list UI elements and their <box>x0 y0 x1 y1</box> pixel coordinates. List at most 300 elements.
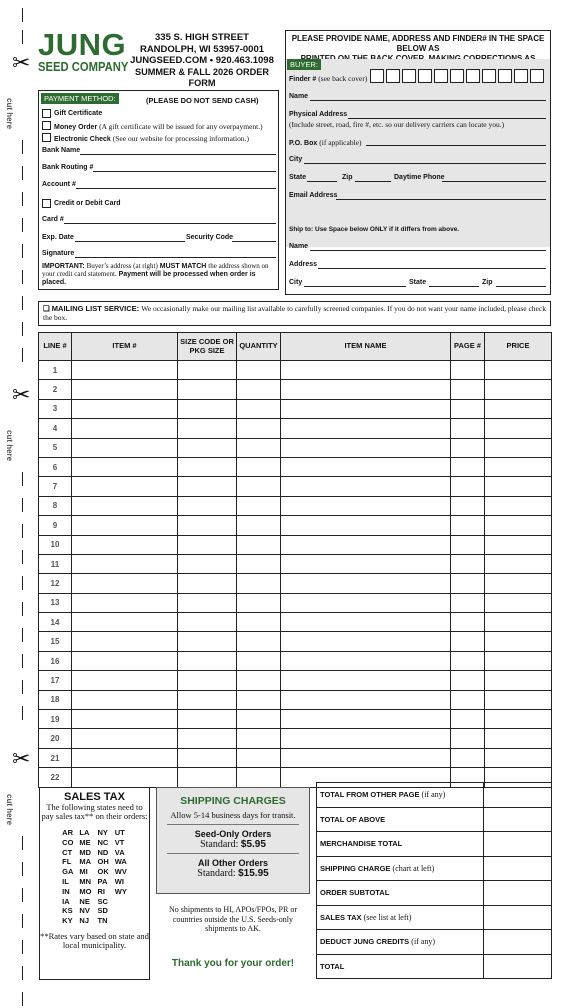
price-cell[interactable] <box>485 535 552 554</box>
item-number-cell[interactable] <box>72 613 178 632</box>
totals-body <box>317 783 552 979</box>
totals-amount-cell[interactable] <box>484 832 552 857</box>
city-line: RANDOLPH, WI 53957-0001 <box>139 43 265 55</box>
state-code: NY <box>97 828 108 837</box>
po-box-field[interactable] <box>366 145 546 146</box>
state-code: FL <box>62 857 72 867</box>
page-number-cell[interactable] <box>451 361 485 380</box>
money-order-checkbox[interactable] <box>42 121 51 130</box>
physical-address-note <box>289 120 504 129</box>
finder-digit-box[interactable] <box>386 69 400 83</box>
price-cell[interactable] <box>485 613 552 632</box>
finder-digit-box[interactable] <box>418 69 432 83</box>
finder-digit-box[interactable] <box>514 69 528 83</box>
bank-routing-field[interactable] <box>93 171 276 172</box>
item-name-cell[interactable] <box>281 710 451 729</box>
cut-line <box>22 680 23 694</box>
cut-line <box>22 270 23 284</box>
item-name-cell[interactable] <box>281 671 451 690</box>
item-name-cell[interactable] <box>281 438 451 457</box>
shipping-allow: Allow 5-14 business days for transit. <box>167 810 299 825</box>
item-name-cell[interactable] <box>281 729 451 748</box>
sales-tax-footnote: **Rates vary based on state and local municipality. <box>40 930 149 950</box>
state-code: MA <box>79 857 92 867</box>
price-cell[interactable] <box>485 496 552 515</box>
price-cell[interactable] <box>485 438 552 457</box>
size-code-cell[interactable] <box>178 671 237 690</box>
quantity-cell[interactable] <box>237 671 281 690</box>
item-name-cell[interactable] <box>281 380 451 399</box>
ship-zip-field[interactable] <box>496 286 546 287</box>
size-code-cell[interactable] <box>178 535 237 554</box>
quantity-cell[interactable] <box>237 554 281 573</box>
item-name-cell[interactable] <box>281 457 451 476</box>
quantity-cell[interactable] <box>237 535 281 554</box>
order-row <box>39 613 552 632</box>
finder-digit-box[interactable] <box>498 69 512 83</box>
buyer-instructions-line: PLEASE PROVIDE NAME, ADDRESS AND FINDER# IN THE SPACE BELOW AS <box>291 34 545 53</box>
daytime-phone-field[interactable] <box>442 181 546 182</box>
finder-digit-box[interactable] <box>402 69 416 83</box>
card-number-field[interactable] <box>64 223 276 224</box>
item-number-cell[interactable] <box>72 457 178 476</box>
line-number: 13 <box>39 593 72 612</box>
size-code-cell[interactable] <box>178 516 237 535</box>
sales-tax-box <box>39 787 150 980</box>
totals-amount-cell[interactable] <box>484 856 552 881</box>
order-row <box>39 690 552 709</box>
size-code-cell[interactable] <box>178 496 237 515</box>
state-code: RI <box>97 886 105 896</box>
mailing-list-service[interactable] <box>38 301 551 326</box>
item-name-cell[interactable] <box>281 748 451 767</box>
email-field[interactable] <box>336 199 546 200</box>
quantity-cell[interactable] <box>237 457 281 476</box>
quantity-cell[interactable] <box>237 613 281 632</box>
totals-label <box>317 930 484 955</box>
item-number-cell[interactable] <box>72 710 178 729</box>
totals-row <box>317 832 552 857</box>
order-row <box>39 380 552 399</box>
state-code: WA <box>114 857 127 867</box>
item-number-cell[interactable] <box>72 671 178 690</box>
totals-label <box>317 881 484 906</box>
exp-date-field[interactable] <box>75 241 185 242</box>
quantity-cell[interactable] <box>237 380 281 399</box>
ship-city-label: City <box>289 279 303 286</box>
page-number-cell[interactable] <box>451 419 485 438</box>
page-number-cell[interactable] <box>451 613 485 632</box>
email-label: Email Address <box>289 192 338 199</box>
logo-word: JUNG <box>38 27 127 62</box>
totals-amount-cell[interactable] <box>484 881 552 906</box>
sales-tax-states <box>40 828 149 926</box>
item-number-cell[interactable] <box>72 574 178 593</box>
quantity-cell[interactable] <box>237 632 281 651</box>
credit-card-label: Credit or Debit Card <box>54 200 121 207</box>
totals-label <box>317 807 484 832</box>
mailing-list-text: We occasionally make our mailing list available to carefully screened companies. If you do not want your name included, please check the box. <box>43 304 546 322</box>
item-name-cell[interactable] <box>281 690 451 709</box>
page-number-cell[interactable] <box>451 690 485 709</box>
scissors-icon: ✂ <box>12 50 31 75</box>
gift-certificate-checkbox[interactable] <box>42 109 51 118</box>
important-text: Payment will be processed when <box>118 270 228 278</box>
price-cell[interactable] <box>485 690 552 709</box>
size-code-cell[interactable] <box>178 651 237 670</box>
order-row <box>39 516 552 535</box>
credit-card-checkbox[interactable] <box>42 199 51 208</box>
finder-digit-box[interactable] <box>466 69 480 83</box>
price-cell[interactable] <box>485 748 552 767</box>
item-number-cell[interactable] <box>72 651 178 670</box>
item-number-cell[interactable] <box>72 690 178 709</box>
seed-only-heading: Seed-Only Orders <box>194 829 272 839</box>
size-code-cell[interactable] <box>178 574 237 593</box>
page-number-cell[interactable] <box>451 399 485 418</box>
item-number-cell[interactable] <box>72 593 178 612</box>
item-number-cell[interactable] <box>72 477 178 496</box>
web-phone: JUNGSEED.COM • 920.463.1098 <box>130 55 274 66</box>
item-number-cell[interactable] <box>72 399 178 418</box>
no-cash-note: (PLEASE DO NOT SEND CASH) <box>146 96 259 105</box>
size-code-cell[interactable] <box>178 690 237 709</box>
totals-label-text: SHIPPING CHARGE <box>320 863 391 873</box>
ship-name-label: Name <box>289 243 309 250</box>
page-number-cell[interactable] <box>451 593 485 612</box>
state-code: TN <box>97 916 108 926</box>
item-number-cell[interactable] <box>72 729 178 748</box>
cut-line <box>22 706 23 720</box>
state-code: UT <box>114 828 125 837</box>
quantity-cell[interactable] <box>237 593 281 612</box>
ship-city-field[interactable] <box>304 286 406 287</box>
seed-only-price <box>157 839 309 850</box>
price-cell[interactable] <box>485 651 552 670</box>
electronic-check-checkbox[interactable] <box>42 133 51 142</box>
states-col <box>98 828 109 926</box>
totals-amount-cell[interactable] <box>484 783 552 808</box>
page-number-cell[interactable] <box>451 477 485 496</box>
line-number: 1 <box>39 361 72 380</box>
totals-amount-cell[interactable] <box>484 930 552 955</box>
city-field[interactable] <box>304 163 546 164</box>
item-name-cell[interactable] <box>281 477 451 496</box>
order-row <box>39 419 552 438</box>
item-number-cell[interactable] <box>72 361 178 380</box>
item-number-cell[interactable] <box>72 496 178 515</box>
item-name-cell[interactable] <box>281 651 451 670</box>
size-code-cell[interactable] <box>178 554 237 573</box>
page-number-cell[interactable] <box>451 438 485 457</box>
state-code: VT <box>114 837 125 847</box>
page-number-cell[interactable] <box>451 710 485 729</box>
all-other-heading: All Other Orders <box>197 858 269 868</box>
page-number-cell[interactable] <box>451 535 485 554</box>
size-code-cell[interactable] <box>178 632 237 651</box>
quantity-cell[interactable] <box>237 574 281 593</box>
order-row <box>39 399 552 418</box>
important-label: IMPORTANT: <box>42 263 85 270</box>
quantity-cell[interactable] <box>237 651 281 670</box>
totals-label <box>317 905 484 930</box>
state-code: GA <box>62 867 74 877</box>
cut-line <box>22 524 23 538</box>
order-row <box>39 477 552 496</box>
finder-digit-box[interactable] <box>450 69 464 83</box>
order-row <box>39 574 552 593</box>
totals-row <box>317 930 552 955</box>
cut-line <box>22 914 23 928</box>
state-code: IA <box>62 896 70 906</box>
important-must: MUST MATCH <box>159 263 207 270</box>
item-number-cell[interactable] <box>72 554 178 573</box>
cut-line <box>22 888 23 902</box>
item-name-cell[interactable] <box>281 516 451 535</box>
size-code-cell[interactable] <box>178 768 237 787</box>
size-code-cell[interactable] <box>178 593 237 612</box>
quantity-cell[interactable] <box>237 729 281 748</box>
col-page: PAGE # <box>451 333 485 361</box>
item-number-cell[interactable] <box>72 516 178 535</box>
price-cell[interactable] <box>485 457 552 476</box>
order-row <box>39 593 552 612</box>
quantity-cell[interactable] <box>237 477 281 496</box>
order-row <box>39 671 552 690</box>
size-code-cell[interactable] <box>178 748 237 767</box>
states-col <box>115 828 127 926</box>
item-name-cell[interactable] <box>281 399 451 418</box>
size-code-cell[interactable] <box>178 399 237 418</box>
finder-digit-box[interactable] <box>370 69 384 83</box>
account-field[interactable] <box>76 188 276 189</box>
item-number-cell[interactable] <box>72 632 178 651</box>
size-code-cell[interactable] <box>178 438 237 457</box>
ship-zip-label: Zip <box>482 279 493 286</box>
item-name-cell[interactable] <box>281 593 451 612</box>
item-name-cell[interactable] <box>281 554 451 573</box>
item-number-cell[interactable] <box>72 380 178 399</box>
quantity-cell[interactable] <box>237 419 281 438</box>
page-number-cell[interactable] <box>451 729 485 748</box>
price-cell[interactable] <box>485 593 552 612</box>
size-code-cell[interactable] <box>178 710 237 729</box>
line-number: 17 <box>39 671 72 690</box>
totals-amount-cell[interactable] <box>484 954 552 979</box>
important-text: shown on your credit card statement. <box>42 262 269 278</box>
price-cell[interactable] <box>485 361 552 380</box>
state-field[interactable] <box>307 181 337 182</box>
scissors-icon: ✂ <box>12 746 31 771</box>
page-number-cell[interactable] <box>451 671 485 690</box>
buyer-name-label: Name <box>289 93 309 100</box>
price-label: Standard: <box>197 868 236 879</box>
state-code: MI <box>79 867 88 877</box>
buyer-shaded-area <box>286 59 550 247</box>
cut-line <box>22 628 23 642</box>
price-cell[interactable] <box>485 671 552 690</box>
order-row <box>39 457 552 476</box>
price-cell[interactable] <box>485 632 552 651</box>
cut-line <box>22 322 23 336</box>
account-label: Account # <box>42 181 76 188</box>
mailing-list-label[interactable]: ❑ MAILING LIST SERVICE: <box>43 304 140 313</box>
state-code: ND <box>97 847 109 857</box>
size-code-cell[interactable] <box>178 361 237 380</box>
state-code: IN <box>62 886 70 896</box>
price-cell[interactable] <box>485 380 552 399</box>
item-number-cell[interactable] <box>72 438 178 457</box>
totals-label-note: (if any) <box>411 937 436 947</box>
cut-here-label: cut here <box>5 430 14 462</box>
price-cell[interactable] <box>485 419 552 438</box>
important-note <box>42 263 278 286</box>
page-number-cell[interactable] <box>451 748 485 767</box>
item-name-cell[interactable] <box>281 535 451 554</box>
totals-label-text: TOTAL <box>320 961 345 971</box>
quantity-cell[interactable] <box>237 438 281 457</box>
signature-label: Signature <box>42 250 75 257</box>
item-name-cell[interactable] <box>281 361 451 380</box>
quantity-cell[interactable] <box>237 768 281 787</box>
finder-digit-box[interactable] <box>434 69 448 83</box>
ship-name-field[interactable] <box>310 250 546 251</box>
totals-label-text: MERCHANDISE TOTAL <box>320 839 403 849</box>
page-number-cell[interactable] <box>451 457 485 476</box>
line-number: 11 <box>39 554 72 573</box>
signature-field[interactable] <box>75 257 276 258</box>
quantity-cell[interactable] <box>237 748 281 767</box>
shipping-charges-box <box>156 787 310 894</box>
state-code: WI <box>114 876 124 886</box>
item-name-cell[interactable] <box>281 632 451 651</box>
buyer-box <box>285 30 551 295</box>
size-code-cell[interactable] <box>178 457 237 476</box>
ship-to-note: Ship to: Use Space below ONLY if it differs from above. <box>289 226 460 233</box>
states-col <box>79 828 91 926</box>
page-number-cell[interactable] <box>451 496 485 515</box>
totals-label <box>317 783 484 808</box>
price-cell[interactable] <box>485 516 552 535</box>
bank-routing-label: Bank Routing # <box>42 164 94 171</box>
size-code-cell[interactable] <box>178 613 237 632</box>
state-code: NE <box>79 896 90 906</box>
item-number-cell[interactable] <box>72 419 178 438</box>
cut-line <box>22 550 23 564</box>
state-code: OH <box>97 857 109 867</box>
state-code: CT <box>62 847 73 857</box>
zip-field[interactable] <box>355 181 391 182</box>
item-name-cell[interactable] <box>281 574 451 593</box>
item-number-cell[interactable] <box>72 748 178 767</box>
size-code-cell[interactable] <box>178 419 237 438</box>
item-name-cell[interactable] <box>281 496 451 515</box>
line-number: 16 <box>39 651 72 670</box>
page-number-cell[interactable] <box>451 574 485 593</box>
ship-state-field[interactable] <box>429 286 479 287</box>
page-number-cell[interactable] <box>451 554 485 573</box>
money-order-label <box>54 122 263 131</box>
totals-amount-cell[interactable] <box>484 905 552 930</box>
all-other-price <box>157 868 309 879</box>
item-name-cell[interactable] <box>281 419 451 438</box>
size-code-cell[interactable] <box>178 729 237 748</box>
quantity-cell[interactable] <box>237 516 281 535</box>
size-code-cell[interactable] <box>178 477 237 496</box>
order-row <box>39 729 552 748</box>
physical-address-note-text: (Include street, road, fire #, etc. so our delivery carriers can locate you.) <box>289 120 505 129</box>
quantity-cell[interactable] <box>237 690 281 709</box>
price-cell[interactable] <box>485 729 552 748</box>
quantity-cell[interactable] <box>237 361 281 380</box>
totals-label-text: SALES TAX <box>320 912 362 922</box>
cut-line <box>22 218 23 232</box>
order-row <box>39 748 552 767</box>
physical-address-label: Physical Address <box>289 111 348 118</box>
totals-label <box>317 954 484 979</box>
finder-digit-box[interactable] <box>482 69 496 83</box>
cut-line <box>22 472 23 486</box>
size-code-cell[interactable] <box>178 380 237 399</box>
page-number-cell[interactable] <box>451 651 485 670</box>
ship-address-field[interactable] <box>318 268 546 269</box>
physical-address-field[interactable] <box>348 118 546 119</box>
state-code: VA <box>114 847 125 857</box>
finder-digit-box[interactable] <box>530 69 544 83</box>
order-row <box>39 554 552 573</box>
price-cell[interactable] <box>485 574 552 593</box>
price-cell[interactable] <box>485 710 552 729</box>
quantity-cell[interactable] <box>237 399 281 418</box>
totals-row <box>317 881 552 906</box>
price-cell[interactable] <box>485 399 552 418</box>
totals-label <box>317 856 484 881</box>
cut-line <box>22 654 23 668</box>
quantity-cell[interactable] <box>237 496 281 515</box>
totals-label-note: (see list at left) <box>363 912 412 922</box>
price-cell[interactable] <box>485 554 552 573</box>
bank-name-field[interactable] <box>80 154 276 155</box>
cut-line <box>22 166 23 180</box>
cut-strip <box>0 0 36 1008</box>
page-number-cell[interactable] <box>451 380 485 399</box>
cut-here-label: cut here <box>5 98 14 130</box>
totals-row <box>317 807 552 832</box>
buyer-name-field[interactable] <box>310 100 546 101</box>
page-number-cell[interactable] <box>451 516 485 535</box>
totals-amount-cell[interactable] <box>484 807 552 832</box>
company-logo <box>38 27 129 75</box>
item-number-cell[interactable] <box>72 768 178 787</box>
col-quantity: QUANTITY <box>237 333 281 361</box>
col-line: LINE # <box>39 333 72 361</box>
totals-label-text: TOTAL FROM OTHER PAGE <box>320 790 420 800</box>
page-number-cell[interactable] <box>451 632 485 651</box>
line-number: 9 <box>39 516 72 535</box>
line-number: 5 <box>39 438 72 457</box>
item-number-cell[interactable] <box>72 535 178 554</box>
col-price: PRICE <box>485 333 552 361</box>
security-code-field[interactable] <box>232 241 276 242</box>
line-number: 22 <box>39 768 72 787</box>
quantity-cell[interactable] <box>237 710 281 729</box>
price-cell[interactable] <box>485 477 552 496</box>
order-row <box>39 535 552 554</box>
ship-state-label: State <box>409 279 427 286</box>
item-name-cell[interactable] <box>281 613 451 632</box>
state-code: KY <box>62 916 73 926</box>
po-box-text: P.O. Box <box>289 140 318 147</box>
